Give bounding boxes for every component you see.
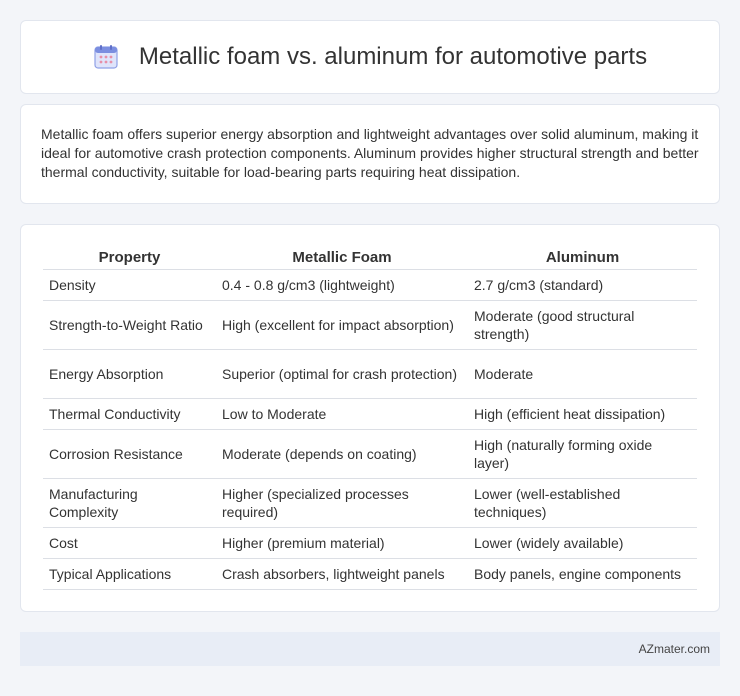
property-cell: Cost	[43, 528, 216, 559]
page-title: Metallic foam vs. aluminum for automotive parts	[138, 43, 648, 70]
header-metallic-foam: Metallic Foam	[216, 245, 468, 270]
property-cell: Corrosion Resistance	[43, 430, 216, 479]
intro-card	[20, 104, 720, 204]
metallic-foam-cell: Low to Moderate	[216, 399, 468, 430]
aluminum-cell: Lower (well-established techniques)	[468, 479, 697, 528]
table-row	[43, 350, 697, 399]
calendar-icon	[93, 44, 119, 70]
property-cell: Thermal Conductivity	[43, 399, 216, 430]
aluminum-cell: High (efficient heat dissipation)	[468, 399, 697, 430]
metallic-foam-cell: Moderate (depends on coating)	[216, 430, 468, 479]
comparison-table	[43, 245, 697, 590]
metallic-foam-cell: Crash absorbers, lightweight panels	[216, 559, 468, 590]
metallic-foam-cell: Superior (optimal for crash protection)	[216, 350, 468, 399]
header-property: Property	[43, 245, 216, 270]
metallic-foam-cell: High (excellent for impact absorption)	[216, 301, 468, 350]
aluminum-cell: Moderate	[468, 350, 697, 399]
table-row	[43, 301, 697, 350]
table-row	[43, 479, 697, 528]
property-cell: Energy Absorption	[43, 350, 216, 399]
table-header-row	[43, 245, 697, 270]
header-aluminum: Aluminum	[468, 245, 697, 270]
table-row	[43, 399, 697, 430]
title-card	[20, 20, 720, 94]
property-cell: Density	[43, 270, 216, 301]
table-row	[43, 270, 697, 301]
aluminum-cell: Lower (widely available)	[468, 528, 697, 559]
property-cell: Manufacturing Complexity	[43, 479, 216, 528]
property-cell: Typical Applications	[43, 559, 216, 590]
aluminum-cell: High (naturally forming oxide layer)	[468, 430, 697, 479]
comparison-card	[20, 224, 720, 612]
intro-text: Metallic foam offers superior energy absorption and lightweight advantages over solid aluminum, making it ideal for automotive crash protection components. Aluminum provides higher structural strength and better thermal conductivity, suitable for load-bearing parts requiring heat dissipation.	[41, 126, 699, 180]
metallic-foam-cell: Higher (specialized processes required)	[216, 479, 468, 528]
footer	[20, 632, 720, 666]
metallic-foam-cell: Higher (premium material)	[216, 528, 468, 559]
property-cell: Strength-to-Weight Ratio	[43, 301, 216, 350]
metallic-foam-cell: 0.4 - 0.8 g/cm3 (lightweight)	[216, 270, 468, 301]
table-row	[43, 559, 697, 590]
footer-site-link[interactable]: AZmater.com	[638, 642, 710, 656]
table-row	[43, 528, 697, 559]
aluminum-cell: 2.7 g/cm3 (standard)	[468, 270, 697, 301]
table-row	[43, 430, 697, 479]
aluminum-cell: Moderate (good structural strength)	[468, 301, 697, 350]
aluminum-cell: Body panels, engine components	[468, 559, 697, 590]
